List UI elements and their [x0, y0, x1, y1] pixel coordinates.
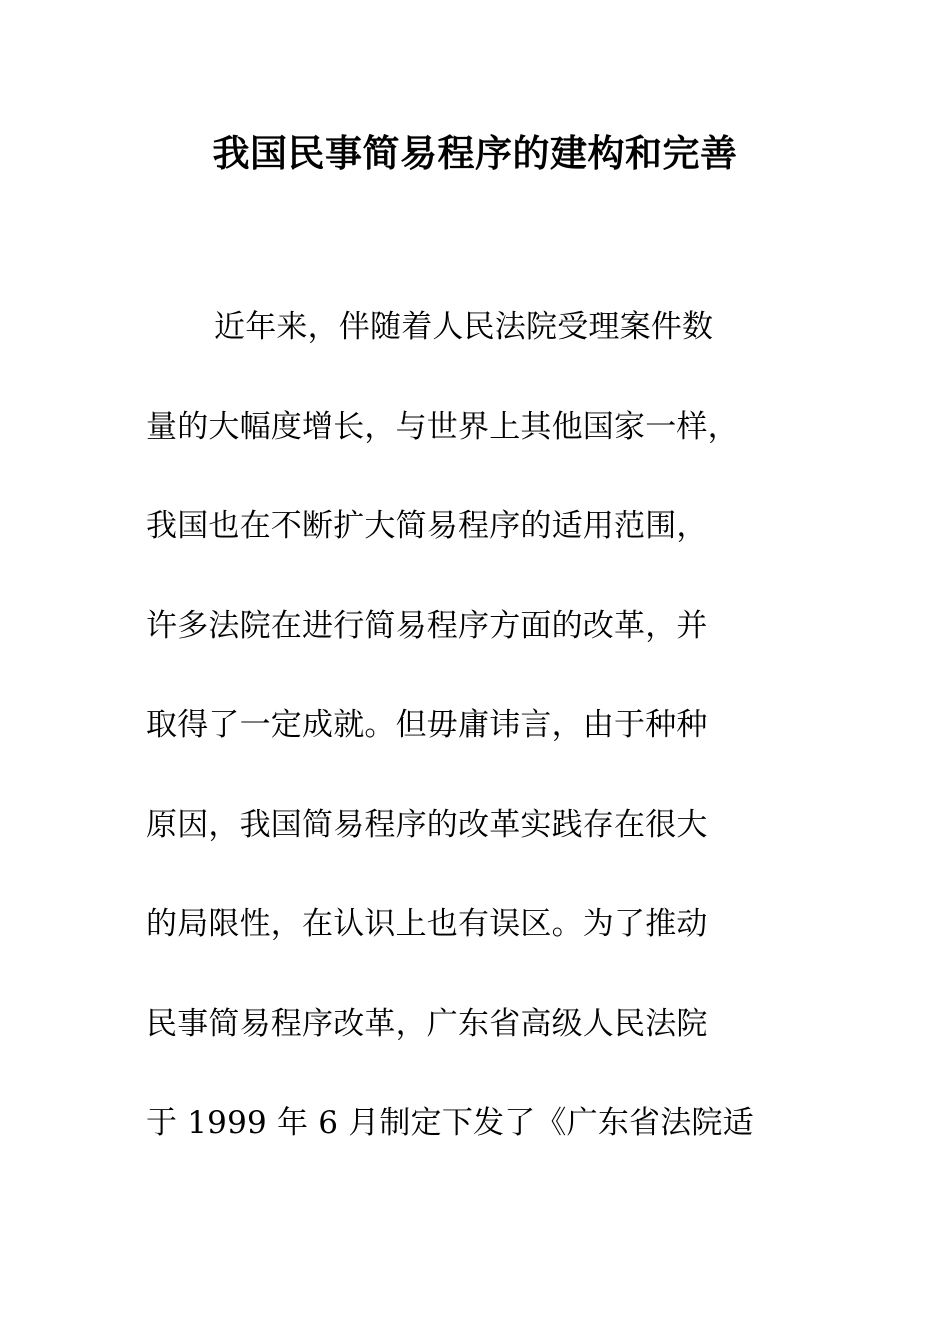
paragraph-line: 量的大幅度增长，与世界上其他国家一样， — [146, 408, 739, 445]
paragraph-line: 原因，我国简易程序的改革实践存在很大 — [146, 806, 708, 843]
paragraph-line: 许多法院在进行简易程序方面的改革，并 — [146, 607, 708, 644]
paragraph-line: 取得了一定成就。但毋庸讳言，由于种种 — [146, 707, 708, 743]
paragraph-line: 于 1999 年 6 月制定下发了《广东省法院适 — [146, 1105, 754, 1141]
paragraph-line: 的局限性，在认识上也有误区。为了推动 — [146, 906, 708, 942]
paragraph-line: 我国也在不断扩大简易程序的适用范围， — [146, 508, 708, 544]
paragraph-line: 近年来，伴随着人民法院受理案件数 — [214, 309, 714, 345]
document-body — [146, 302, 826, 1198]
document-title: 我国民事简易程序的建构和完善 — [212, 131, 738, 175]
paragraph-line: 民事简易程序改革，广东省高级人民法院 — [146, 1005, 708, 1042]
